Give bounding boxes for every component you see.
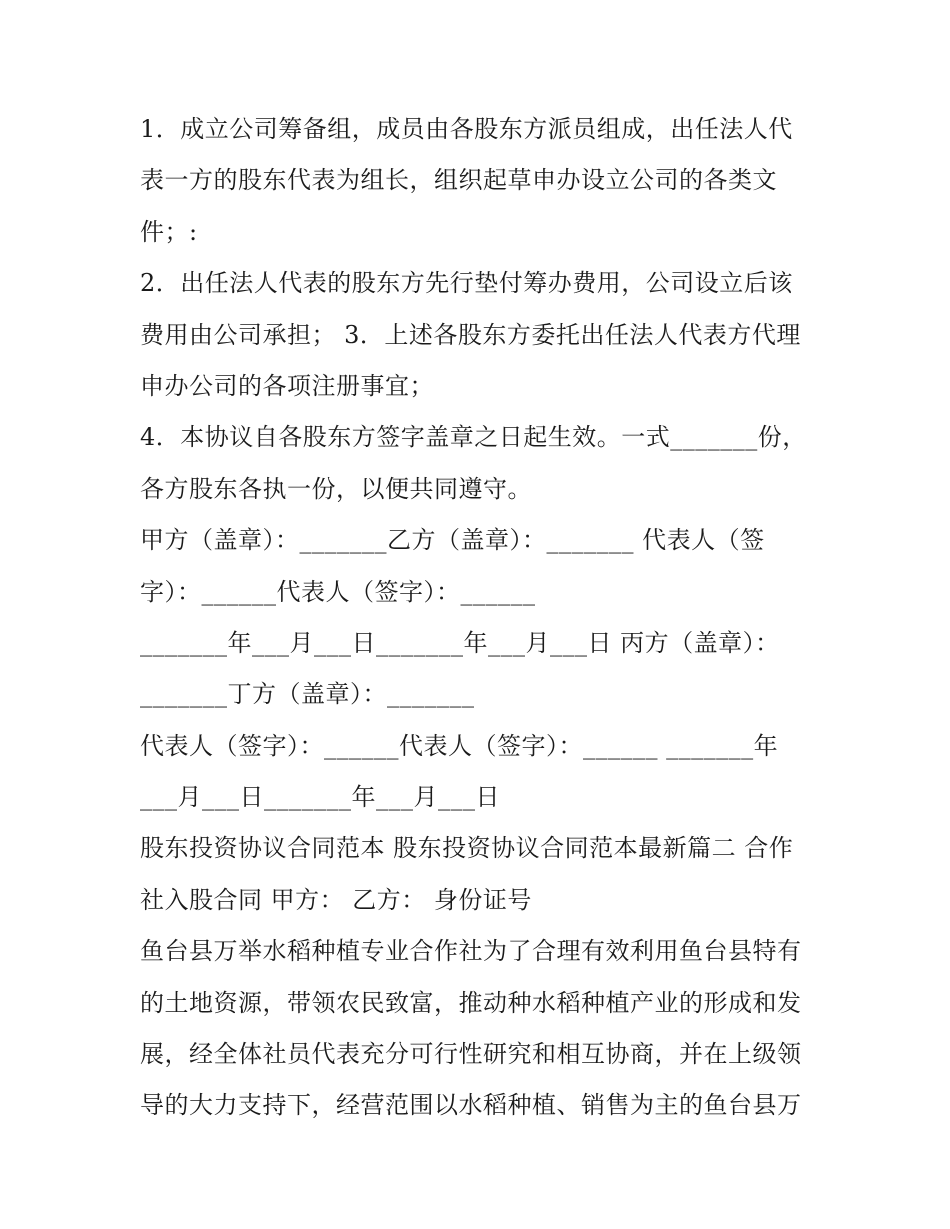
text-line: 各方股东各执一份，以便共同遵守。 [140,474,532,503]
text-line: 鱼台县万举水稻种植专业合作社为了合理有效利用鱼台县特有 [140,937,802,966]
text-line: 导的大力支持下，经营范围以水稻种植、销售为主的鱼台县万 [140,1091,802,1120]
text-line: 的土地资源，带领农民致富，推动种水稻种植产业的形成和发 [140,988,802,1017]
text-line: 申办公司的各项注册事宜； [140,371,434,400]
text-line: 社入股合同 甲方： 乙方： 身份证号 [140,885,532,914]
text-line: _______年___月___日_______年___月___日 丙方（盖章）： [140,628,780,657]
text-line: 4．本协议自各股东方签字盖章之日起生效。一式_______份， [140,423,807,452]
text-line: ___月___日_______年___月___日 [140,783,500,812]
text-line: 甲方（盖章）：_______乙方（盖章）：_______ 代表人（签 [140,526,765,555]
text-line: 展，经全体社员代表充分可行性研究和相互协商，并在上级领 [140,1040,802,1069]
text-line: 代表人（签字）：______代表人（签字）：______ _______年 [140,731,779,760]
text-line: 1．成立公司筹备组，成员由各股东方派员组成，出任法人代 [140,115,793,143]
text-line: 件；: [140,217,198,246]
text-line: 表一方的股东代表为组长，组织起草申办设立公司的各类文 [140,166,777,195]
text-line: _______丁方（盖章）：_______ [140,680,475,709]
document-body [140,104,820,1132]
text-line: 2．出任法人代表的股东方先行垫付筹办费用，公司设立后该 [140,269,793,298]
text-line: 费用由公司承担； 3．上述各股东方委托出任法人代表方代理 [140,320,801,349]
text-line: 字）：______代表人（签字）：______ [140,577,536,606]
text-line: 股东投资协议合同范本 股东投资协议合同范本最新篇二 合作 [140,834,794,863]
